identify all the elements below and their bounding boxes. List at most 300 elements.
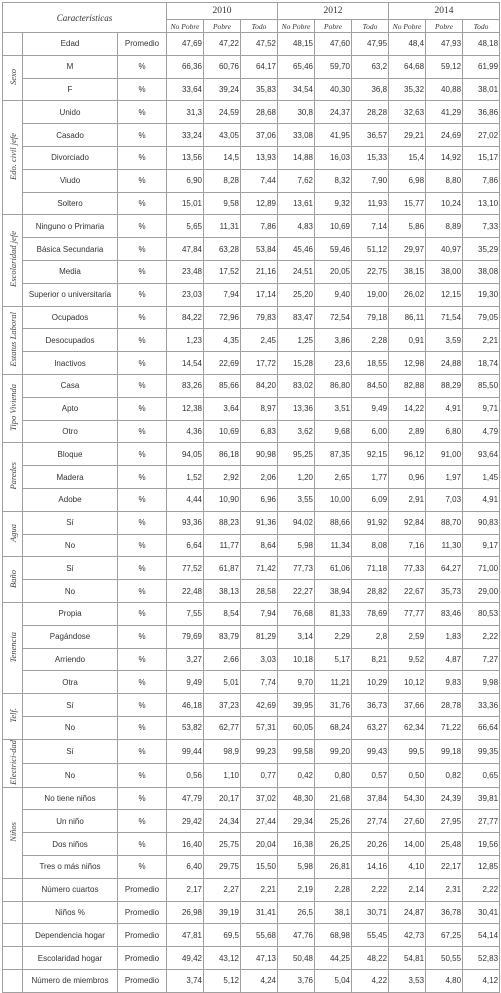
value-cell: 24,59: [204, 101, 241, 124]
statistic-cell: %: [118, 810, 167, 833]
value-cell: 60,76: [204, 55, 241, 78]
value-cell: 7,03: [426, 488, 463, 511]
category-cell: Niños %: [23, 901, 118, 924]
value-cell: 14,22: [389, 397, 426, 420]
value-cell: 71,54: [426, 306, 463, 329]
value-cell: 45,46: [278, 238, 315, 261]
value-cell: 9,40: [315, 283, 352, 306]
value-cell: 35,32: [389, 78, 426, 101]
value-cell: 57,31: [241, 716, 278, 739]
value-cell: 26,98: [167, 901, 204, 924]
group-label: [3, 694, 23, 740]
category-cell: Superior o universitaria: [23, 283, 118, 306]
value-cell: 83,79: [204, 625, 241, 648]
statistic-cell: Promedio: [118, 924, 167, 947]
value-cell: 91,92: [352, 511, 389, 534]
value-cell: 2,59: [389, 625, 426, 648]
category-cell: Otra: [23, 671, 118, 694]
category-cell: Media: [23, 260, 118, 283]
group-label-text: Agua: [7, 524, 18, 542]
value-cell: 55,45: [352, 924, 389, 947]
value-cell: 7,90: [352, 169, 389, 192]
category-cell: Soltero: [23, 192, 118, 215]
value-cell: 8,21: [352, 648, 389, 671]
value-cell: 71,42: [241, 557, 278, 580]
value-cell: 22,75: [352, 260, 389, 283]
value-cell: 22,48: [167, 580, 204, 603]
value-cell: 28,58: [241, 580, 278, 603]
value-cell: 10,29: [352, 671, 389, 694]
category-cell: M: [23, 55, 118, 78]
value-cell: 16,38: [278, 833, 315, 856]
category-cell: Tres o más niños: [23, 855, 118, 878]
value-cell: 72,96: [204, 306, 241, 329]
value-cell: 23,03: [167, 283, 204, 306]
value-cell: 6,96: [241, 488, 278, 511]
table-row: [3, 306, 500, 329]
value-cell: 2,92: [204, 466, 241, 489]
value-cell: 8,97: [241, 397, 278, 420]
value-cell: 79,18: [352, 306, 389, 329]
value-cell: 15,50: [241, 855, 278, 878]
value-cell: 27,02: [463, 124, 500, 147]
value-cell: 3,55: [278, 488, 315, 511]
statistic-cell: %: [118, 763, 167, 787]
value-cell: 30,8: [278, 101, 315, 124]
value-cell: 29,34: [278, 810, 315, 833]
value-cell: 4,22: [352, 969, 389, 992]
value-cell: 99,18: [426, 739, 463, 763]
category-cell: Unido: [23, 101, 118, 124]
value-cell: 66,64: [463, 716, 500, 739]
value-cell: 37,84: [352, 787, 389, 810]
value-cell: 4,12: [463, 969, 500, 992]
value-cell: 51,12: [352, 238, 389, 261]
value-cell: 42,69: [241, 694, 278, 717]
value-cell: 43,05: [204, 124, 241, 147]
value-cell: 5,65: [167, 215, 204, 238]
group-label: [3, 33, 23, 56]
statistic-cell: %: [118, 580, 167, 603]
value-cell: 27,44: [241, 810, 278, 833]
value-cell: 25,26: [315, 810, 352, 833]
value-cell: 79,83: [241, 306, 278, 329]
value-cell: 16,40: [167, 833, 204, 856]
table-row: [3, 534, 500, 557]
group-label: [3, 101, 23, 215]
group-label: [3, 739, 23, 787]
category-cell: No tiene niños: [23, 787, 118, 810]
value-cell: 4,80: [426, 969, 463, 992]
category-cell: No: [23, 534, 118, 557]
statistic-cell: Promedio: [118, 878, 167, 901]
value-cell: 24,87: [389, 901, 426, 924]
table-row: [3, 33, 500, 56]
value-cell: 6,64: [167, 534, 204, 557]
value-cell: 47,95: [352, 33, 389, 56]
table-row: [3, 580, 500, 603]
table-row: [3, 716, 500, 739]
category-cell: Bloque: [23, 443, 118, 466]
table-row: [3, 124, 500, 147]
value-cell: 99,5: [389, 739, 426, 763]
statistic-cell: %: [118, 329, 167, 352]
value-cell: 29,42: [167, 810, 204, 833]
statistic-cell: %: [118, 716, 167, 739]
statistic-cell: %: [118, 238, 167, 261]
value-cell: 49,42: [167, 947, 204, 970]
value-cell: 83,46: [426, 602, 463, 625]
value-cell: 2,22: [352, 878, 389, 901]
value-cell: 1,20: [278, 466, 315, 489]
value-cell: 38,01: [463, 78, 500, 101]
value-cell: 86,80: [315, 374, 352, 397]
group-label: [3, 55, 23, 101]
value-cell: 12,98: [389, 352, 426, 375]
value-cell: 6,80: [426, 420, 463, 443]
value-cell: 95,25: [278, 443, 315, 466]
value-cell: 14,00: [389, 833, 426, 856]
value-cell: 15,17: [463, 146, 500, 169]
value-cell: 23,48: [167, 260, 204, 283]
value-cell: 65,46: [278, 55, 315, 78]
value-cell: 5,86: [389, 215, 426, 238]
category-cell: Divorciado: [23, 146, 118, 169]
value-cell: 34,54: [278, 78, 315, 101]
value-cell: 10,12: [389, 671, 426, 694]
statistic-cell: %: [118, 694, 167, 717]
value-cell: 26,02: [389, 283, 426, 306]
table-row: [3, 602, 500, 625]
statistic-cell: %: [118, 511, 167, 534]
value-cell: 9,49: [352, 397, 389, 420]
value-cell: 77,73: [278, 557, 315, 580]
value-cell: 9,52: [389, 648, 426, 671]
category-cell: Desocupados: [23, 329, 118, 352]
subcol-header: Pobre: [315, 20, 352, 33]
value-cell: 76,68: [278, 602, 315, 625]
category-cell: Sí: [23, 694, 118, 717]
category-cell: F: [23, 78, 118, 101]
value-cell: 9,83: [426, 671, 463, 694]
value-cell: 3,74: [167, 969, 204, 992]
value-cell: 7,94: [204, 283, 241, 306]
value-cell: 14,16: [352, 855, 389, 878]
value-cell: 2,31: [426, 878, 463, 901]
statistic-cell: %: [118, 443, 167, 466]
value-cell: 88,70: [426, 511, 463, 534]
value-cell: 17,52: [204, 260, 241, 283]
value-cell: 2,91: [389, 488, 426, 511]
table-row: [3, 420, 500, 443]
value-cell: 85,66: [204, 374, 241, 397]
value-cell: 3,76: [278, 969, 315, 992]
value-cell: 10,90: [204, 488, 241, 511]
value-cell: 23,6: [315, 352, 352, 375]
characteristics-header: Características: [3, 3, 167, 33]
category-cell: No: [23, 580, 118, 603]
statistic-cell: %: [118, 466, 167, 489]
value-cell: 3,59: [426, 329, 463, 352]
group-label-text: Estatus Laboral: [7, 311, 18, 367]
value-cell: 2,89: [389, 420, 426, 443]
value-cell: 36,86: [463, 101, 500, 124]
table-row: [3, 78, 500, 101]
statistic-cell: %: [118, 192, 167, 215]
value-cell: 64,27: [426, 557, 463, 580]
value-cell: 0,65: [463, 763, 500, 787]
value-cell: 11,31: [204, 215, 241, 238]
value-cell: 91,00: [426, 443, 463, 466]
value-cell: 6,83: [241, 420, 278, 443]
value-cell: 3,51: [315, 397, 352, 420]
table-row: [3, 192, 500, 215]
table-row: [3, 855, 500, 878]
statistic-cell: %: [118, 648, 167, 671]
value-cell: 28,68: [241, 101, 278, 124]
value-cell: 69,5: [204, 924, 241, 947]
value-cell: 6,40: [167, 855, 204, 878]
value-cell: 3,86: [315, 329, 352, 352]
value-cell: 2,28: [315, 878, 352, 901]
group-label: [3, 947, 23, 970]
value-cell: 7,86: [241, 215, 278, 238]
value-cell: 53,82: [167, 716, 204, 739]
value-cell: 24,51: [278, 260, 315, 283]
value-cell: 84,50: [352, 374, 389, 397]
value-cell: 98,9: [204, 739, 241, 763]
table-row: [3, 511, 500, 534]
value-cell: 21,68: [315, 787, 352, 810]
category-cell: No: [23, 763, 118, 787]
value-cell: 20,17: [204, 787, 241, 810]
statistic-cell: %: [118, 855, 167, 878]
value-cell: 3,62: [278, 420, 315, 443]
value-cell: 30,41: [463, 901, 500, 924]
value-cell: 86,18: [204, 443, 241, 466]
value-cell: 96,12: [389, 443, 426, 466]
value-cell: 2,19: [278, 878, 315, 901]
value-cell: 99,58: [278, 739, 315, 763]
value-cell: 94,02: [278, 511, 315, 534]
category-cell: Sí: [23, 557, 118, 580]
value-cell: 16,03: [315, 146, 352, 169]
category-cell: No: [23, 716, 118, 739]
table-row: [3, 283, 500, 306]
value-cell: 86,11: [389, 306, 426, 329]
category-cell: Básica Secundaria: [23, 238, 118, 261]
value-cell: 37,02: [241, 787, 278, 810]
value-cell: 82,88: [389, 374, 426, 397]
value-cell: 18,55: [352, 352, 389, 375]
value-cell: 15,01: [167, 192, 204, 215]
statistic-cell: Promedio: [118, 947, 167, 970]
value-cell: 60,05: [278, 716, 315, 739]
value-cell: 2,8: [352, 625, 389, 648]
subcol-header: Pobre: [426, 20, 463, 33]
value-cell: 13,10: [463, 192, 500, 215]
value-cell: 37,06: [241, 124, 278, 147]
value-cell: 54,30: [389, 787, 426, 810]
value-cell: 17,14: [241, 283, 278, 306]
value-cell: 3,14: [278, 625, 315, 648]
value-cell: 7,62: [278, 169, 315, 192]
statistic-cell: %: [118, 124, 167, 147]
statistic-cell: %: [118, 306, 167, 329]
category-cell: Casado: [23, 124, 118, 147]
group-label-text: Tenencia: [7, 631, 18, 663]
value-cell: 1,25: [278, 329, 315, 352]
value-cell: 2,21: [241, 878, 278, 901]
value-cell: 10,18: [278, 648, 315, 671]
value-cell: 77,33: [389, 557, 426, 580]
category-cell: Viudo: [23, 169, 118, 192]
value-cell: 0,80: [315, 763, 352, 787]
value-cell: 14,5: [204, 146, 241, 169]
value-cell: 2,28: [352, 329, 389, 352]
value-cell: 0,57: [352, 763, 389, 787]
value-cell: 35,83: [241, 78, 278, 101]
value-cell: 1,23: [167, 329, 204, 352]
group-label-text: Paredes: [7, 462, 18, 490]
value-cell: 79,05: [463, 306, 500, 329]
value-cell: 1,83: [426, 625, 463, 648]
value-cell: 47,76: [278, 924, 315, 947]
value-cell: 8,08: [352, 534, 389, 557]
value-cell: 3,27: [167, 648, 204, 671]
value-cell: 36,78: [426, 901, 463, 924]
value-cell: 17,72: [241, 352, 278, 375]
table-row: [3, 924, 500, 947]
category-cell: Ninguno o Primaria: [23, 215, 118, 238]
value-cell: 15,28: [278, 352, 315, 375]
category-cell: Edad: [23, 33, 118, 56]
table-row: [3, 739, 500, 763]
value-cell: 39,19: [204, 901, 241, 924]
value-cell: 71,00: [463, 557, 500, 580]
category-cell: Casa: [23, 374, 118, 397]
value-cell: 33,24: [167, 124, 204, 147]
year-header: 2012: [278, 3, 389, 20]
value-cell: 15,33: [352, 146, 389, 169]
value-cell: 88,23: [204, 511, 241, 534]
value-cell: 4,10: [389, 855, 426, 878]
value-cell: 22,27: [278, 580, 315, 603]
value-cell: 2,27: [204, 878, 241, 901]
value-cell: 27,74: [352, 810, 389, 833]
table-row: [3, 878, 500, 901]
value-cell: 7,55: [167, 602, 204, 625]
value-cell: 11,34: [315, 534, 352, 557]
statistic-cell: %: [118, 374, 167, 397]
value-cell: 15,77: [389, 192, 426, 215]
value-cell: 79,69: [167, 625, 204, 648]
value-cell: 31,41: [241, 901, 278, 924]
value-cell: 21,16: [241, 260, 278, 283]
value-cell: 29,75: [204, 855, 241, 878]
statistic-cell: %: [118, 78, 167, 101]
value-cell: 2,06: [241, 466, 278, 489]
group-label: [3, 215, 23, 306]
category-cell: Escolaridad hogar: [23, 947, 118, 970]
value-cell: 5,98: [278, 855, 315, 878]
value-cell: 47,81: [167, 924, 204, 947]
value-cell: 53,84: [241, 238, 278, 261]
value-cell: 2,29: [315, 625, 352, 648]
group-label-text: Electrici-dad: [7, 739, 18, 785]
value-cell: 28,82: [352, 580, 389, 603]
value-cell: 62,77: [204, 716, 241, 739]
value-cell: 33,36: [463, 694, 500, 717]
value-cell: 0,91: [389, 329, 426, 352]
value-cell: 8,89: [426, 215, 463, 238]
subcol-header: No Pobre: [389, 20, 426, 33]
value-cell: 4,44: [167, 488, 204, 511]
value-cell: 36,73: [352, 694, 389, 717]
value-cell: 61,06: [315, 557, 352, 580]
value-cell: 42,73: [389, 924, 426, 947]
value-cell: 67,25: [426, 924, 463, 947]
value-cell: 0,56: [167, 763, 204, 787]
value-cell: 4,87: [426, 648, 463, 671]
category-cell: Dos niños: [23, 833, 118, 856]
table-row: [3, 55, 500, 78]
value-cell: 4,91: [463, 488, 500, 511]
value-cell: 85,50: [463, 374, 500, 397]
value-cell: 72,54: [315, 306, 352, 329]
value-cell: 10,24: [426, 192, 463, 215]
value-cell: 22,69: [204, 352, 241, 375]
statistic-cell: %: [118, 671, 167, 694]
value-cell: 2,17: [167, 878, 204, 901]
value-cell: 41,29: [426, 101, 463, 124]
group-label: [3, 969, 23, 992]
value-cell: 25,75: [204, 833, 241, 856]
year-header: 2014: [389, 3, 500, 20]
value-cell: 20,05: [315, 260, 352, 283]
value-cell: 31,76: [315, 694, 352, 717]
value-cell: 90,98: [241, 443, 278, 466]
value-cell: 0,77: [241, 763, 278, 787]
value-cell: 48,18: [463, 33, 500, 56]
value-cell: 1,10: [204, 763, 241, 787]
value-cell: 11,93: [352, 192, 389, 215]
value-cell: 99,23: [241, 739, 278, 763]
value-cell: 36,8: [352, 78, 389, 101]
statistic-cell: %: [118, 833, 167, 856]
value-cell: 26,25: [315, 833, 352, 856]
value-cell: 0,82: [426, 763, 463, 787]
value-cell: 48,15: [278, 33, 315, 56]
table-row: [3, 763, 500, 787]
statistic-cell: Promedio: [118, 969, 167, 992]
value-cell: 24,39: [426, 787, 463, 810]
value-cell: 11,30: [426, 534, 463, 557]
category-cell: Inactivos: [23, 352, 118, 375]
value-cell: 19,30: [463, 283, 500, 306]
group-label-text: Tipo Vivienda: [7, 384, 18, 432]
value-cell: 47,79: [167, 787, 204, 810]
table-row: [3, 671, 500, 694]
subcol-header: No Pobre: [167, 20, 204, 33]
category-cell: Madera: [23, 466, 118, 489]
value-cell: 83,47: [278, 306, 315, 329]
group-label: [3, 374, 23, 442]
value-cell: 63,2: [352, 55, 389, 78]
statistic-cell: %: [118, 101, 167, 124]
value-cell: 1,45: [463, 466, 500, 489]
category-cell: Adobe: [23, 488, 118, 511]
